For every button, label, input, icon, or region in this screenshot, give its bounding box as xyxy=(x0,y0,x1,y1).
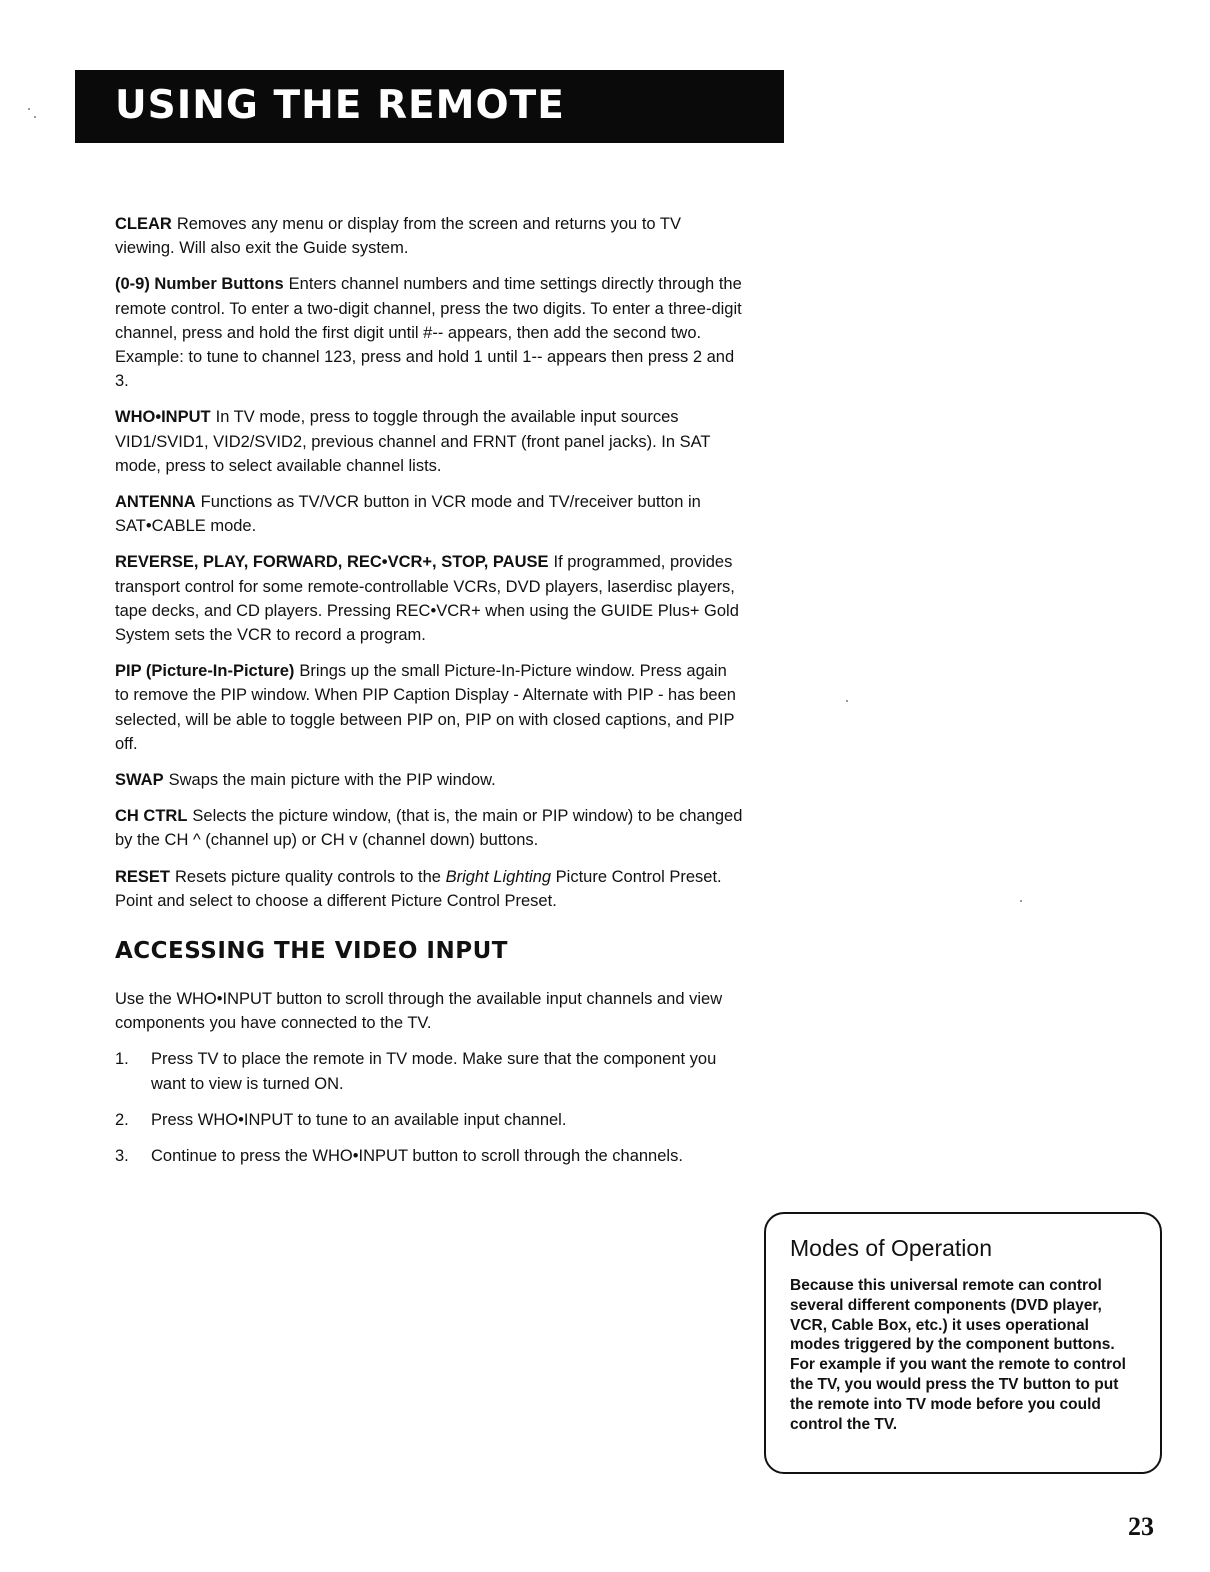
page-title: USING THE REMOTE xyxy=(115,83,565,128)
entry-text: Brings up the small Picture-In-Picture window. Press again to remove the PIP window. When PIP Caption Display - Alternate with PIP - has been selected, will be able to toggle between PIP on, PIP on with closed captions, and PIP off. xyxy=(115,662,736,753)
entry-who-input xyxy=(115,405,745,478)
sidebar-body: Because this universal remote can control several different components (DVD player, VCR, Cable Box, etc.) it uses operational modes triggered by the component buttons. For example if you want the remote to control the TV, you would press the TV button to put the remote into TV mode before you could control the TV. xyxy=(790,1277,1126,1433)
entry-reset xyxy=(115,865,745,913)
steps-list xyxy=(115,1047,745,1168)
list-item xyxy=(115,1108,745,1132)
entry-text: Selects the picture window, (that is, the main or PIP window) to be changed by the CH ^ (channel up) or CH v (channel down) buttons. xyxy=(115,807,743,850)
term-label: (0-9) Number Buttons xyxy=(115,275,284,294)
entry-transport xyxy=(115,550,745,647)
step-text: Continue to press the WHO•INPUT button to scroll through the channels. xyxy=(151,1147,683,1166)
entry-text: Removes any menu or display from the screen and returns you to TV viewing. Will also exit the Guide system. xyxy=(115,215,681,258)
entry-text: Picture Control Preset. Point and select to choose a different Picture Control Preset. xyxy=(115,867,722,910)
entry-number-buttons xyxy=(115,272,745,393)
entry-text: Functions as TV/VCR button in VCR mode and TV/receiver button in SAT•CABLE mode. xyxy=(115,493,701,536)
header-bar xyxy=(75,70,784,143)
entry-pip xyxy=(115,659,745,756)
list-item xyxy=(115,1047,745,1095)
step-number: 2. xyxy=(115,1110,129,1129)
term-label: CLEAR xyxy=(115,215,172,233)
entry-ch-ctrl xyxy=(115,804,745,852)
entry-text: If programmed, provides transport control for some remote-controllable VCRs, DVD players, laserdisc players, tape decks, and CD players. Pressing REC•VCR+ when using the GUIDE Plus+ Gold System sets the VCR to record a program. xyxy=(115,553,739,645)
scan-speck xyxy=(846,700,848,702)
main-content xyxy=(115,212,745,1180)
entry-text: In TV mode, press to toggle through the available input sources VID1/SVID1, VID2/SVID2, previous channel and FRNT (front panel jacks). In SAT mode, press to select available channel lists. xyxy=(115,408,711,475)
section-title: ACCESSING THE VIDEO INPUT xyxy=(115,938,508,965)
term-label: WHO•INPUT xyxy=(115,408,211,427)
sidebar-title: Modes of Operation xyxy=(790,1235,993,1261)
term-label: REVERSE, PLAY, FORWARD, REC•VCR+, STOP, PAUSE xyxy=(115,553,549,572)
entry-antenna xyxy=(115,490,745,538)
scan-speck xyxy=(1020,900,1022,902)
section-intro: Use the WHO•INPUT button to scroll through the available input channels and view components you have connected to the TV. xyxy=(115,990,723,1033)
step-text: Press WHO•INPUT to tune to an available input channel. xyxy=(151,1110,567,1129)
term-label: PIP (Picture-In-Picture) xyxy=(115,662,295,681)
step-text: Press TV to place the remote in TV mode. Make sure that the component you want to view is turned ON. xyxy=(151,1050,717,1093)
scan-speck xyxy=(34,116,36,118)
entry-text: Swaps the main picture with the PIP window. xyxy=(168,771,496,790)
entry-text-italic: Bright Lighting xyxy=(445,867,552,886)
page-number: 23 xyxy=(1128,1512,1154,1541)
term-label: RESET xyxy=(115,867,171,886)
entry-swap xyxy=(115,768,745,792)
entry-text: Enters channel numbers and time settings directly through the remote control. To enter a two-digit channel, press the two digits. To enter a three-digit channel, press and hold the first digit until #-- appears, then add the second two. Example: to tune to channel 123, press and hold 1 until 1-- appears then press 2 and 3. xyxy=(115,275,742,391)
term-label: CH CTRL xyxy=(115,807,188,826)
entry-text: Resets picture quality controls to the xyxy=(175,867,446,886)
list-item xyxy=(115,1144,745,1168)
step-number: 3. xyxy=(115,1147,129,1166)
scan-speck xyxy=(28,108,30,110)
term-label: SWAP xyxy=(115,771,164,790)
term-label: ANTENNA xyxy=(115,493,196,512)
step-number: 1. xyxy=(115,1050,129,1069)
modes-of-operation-box xyxy=(764,1212,1162,1474)
entry-clear xyxy=(115,212,745,260)
